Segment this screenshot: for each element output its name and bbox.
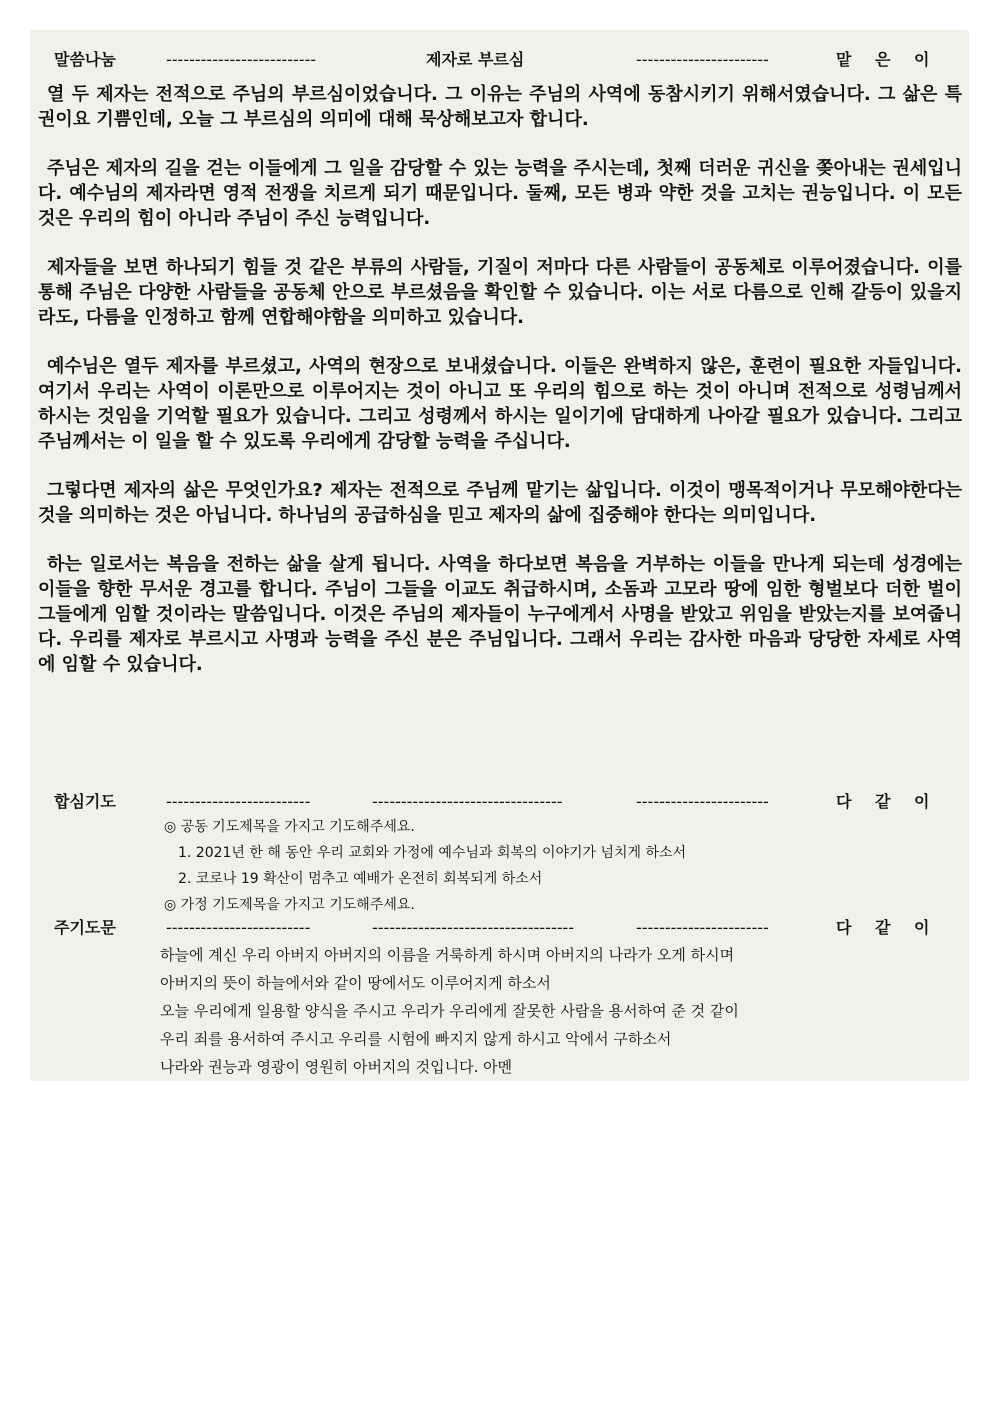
lords-prayer-line-1: 하늘에 계신 우리 아버지 아버지의 이름을 거룩하게 하시며 아버지의 나라가 오게 하시며 xyxy=(160,946,735,964)
sermon-body xyxy=(38,82,962,701)
sermon-paragraph-5: 그렇다면 제자의 삶은 무엇인가요? 제자는 전적으로 주님께 맡기는 삶입니다. 이것이 맹목적이거나 무모해야한다는 것을 의미하는 것은 아닙니다. 하나님의 공급하심을 믿고 제자의 삶에 집중해야 한다는 의미입니다. xyxy=(38,480,962,526)
lords-prayer-line-5: 나라와 권능과 영광이 영원히 아버지의 것입니다. 아멘 xyxy=(160,1058,513,1076)
prayer-item-2: 2. 코로나 19 확산이 멈추고 예배가 온전히 회복되게 하소서 xyxy=(178,871,543,887)
sermon-paragraph-3: 제자들을 보면 하나되기 힘들 것 같은 부류의 사람들, 기질이 저마다 다른 사람들이 공동체로 이루어졌습니다. 이를 통해 주님은 다양한 사람들을 공동체 안으로 부르셨음을 확인할 수 있습니다. 이는 서로 다름으로 인해 갈등이 있을지라도, 다름을 인정하고 함께 연합해야함을 의미하고 있습니다. xyxy=(38,257,962,328)
sermon-paragraph-1: 열 두 제자는 전적으로 주님의 부르심이었습니다. 그 이유는 주님의 사역에 동참시키기 위해서였습니다. 그 삶은 특권이요 기쁨인데, 오늘 그 부르심의 의미에 대해 묵상해보고자 합니다. xyxy=(38,84,962,130)
lords-prayer-line-2: 아버지의 뜻이 하늘에서와 같이 땅에서도 이루어지게 하소서 xyxy=(160,974,551,992)
sermon-dash-2: ----------------------- xyxy=(636,50,769,69)
lords-prayer-speaker: 다 같 이 xyxy=(836,918,930,937)
lords-prayer-label: 주기도문 xyxy=(54,918,116,937)
prayer-speaker: 다 같 이 xyxy=(836,792,930,811)
sermon-label: 말씀나눔 xyxy=(54,50,116,69)
prayer-dash-2: --------------------------------- xyxy=(372,792,563,811)
prayer-dash-3: ----------------------- xyxy=(636,792,769,811)
lords-prayer-line-4: 우리 죄를 용서하여 주시고 우리를 시험에 빠지지 않게 하시고 악에서 구하소서 xyxy=(160,1030,672,1048)
lords-prayer-dash-1: ------------------------- xyxy=(166,918,311,937)
prayer-item-common: ◎ 공동 기도제목을 가지고 기도해주세요. xyxy=(164,819,415,835)
sermon-speaker: 맡 은 이 xyxy=(836,50,930,69)
sermon-paragraph-2: 주님은 제자의 길을 걷는 이들에게 그 일을 감당할 수 있는 능력을 주시는데, 첫째 더러운 귀신을 쫒아내는 권세입니다. 예수님의 제자라면 영적 전쟁을 치르게 되기 때문입니다. 둘째, 모든 병과 약한 것을 고치는 권능입니다. 이 모든 것은 우리의 힘이 아니라 주님이 주신 능력입니다. xyxy=(38,158,962,229)
prayer-label: 합심기도 xyxy=(54,792,116,811)
lords-prayer-line-3: 오늘 우리에게 일용할 양식을 주시고 우리가 우리에게 잘못한 사람을 용서하여 준 것 같이 xyxy=(160,1002,739,1020)
prayer-item-1: 1. 2021년 한 해 동안 우리 교회와 가정에 예수님과 회복의 이야기가 넘치게 하소서 xyxy=(178,845,687,861)
prayer-item-family: ◎ 가정 기도제목을 가지고 기도해주세요. xyxy=(164,897,415,913)
sermon-dash-1: -------------------------- xyxy=(166,50,317,69)
sermon-title: 제자로 부르심 xyxy=(426,50,525,69)
prayer-dash-1: ------------------------- xyxy=(166,792,311,811)
lords-prayer-dash-2: ----------------------------------- xyxy=(372,918,575,937)
bulletin-page xyxy=(30,30,969,1081)
lords-prayer-dash-3: ----------------------- xyxy=(636,918,769,937)
sermon-paragraph-6: 하는 일로서는 복음을 전하는 삶을 살게 됩니다. 사역을 하다보면 복음을 거부하는 이들을 만나게 되는데 성경에는 이들을 향한 무서운 경고를 합니다. 주님이 그들을 이교도 취급하시며, 소돔과 고모라 땅에 임한 형벌보다 더한 벌이 그들에게 임할 것이라는 말씀입니다. 이것은 주님의 제자들이 누구에게서 사명을 받았고 위임을 받았는지를 보여줍니다. 우리를 제자로 부르시고 사명과 능력을 주신 분은 주님입니다. 그래서 우리는 감사한 마음과 당당한 자세로 사역에 임할 수 있습니다. xyxy=(38,554,962,675)
sermon-paragraph-4: 예수님은 열두 제자를 부르셨고, 사역의 현장으로 보내셨습니다. 이들은 완벽하지 않은, 훈련이 필요한 자들입니다. 여기서 우리는 사역이 이론만으로 이루어지는 것이 아니고 또 우리의 힘으로 하는 것이 아니며 전적으로 성령님께서 하시는 것임을 기억할 필요가 있습니다. 그리고 성령께서 하시는 일이기에 담대하게 나아갈 필요가 있습니다. 그리고 주님께서는 이 일을 할 수 있도록 우리에게 감당할 능력을 주십니다. xyxy=(38,356,962,452)
